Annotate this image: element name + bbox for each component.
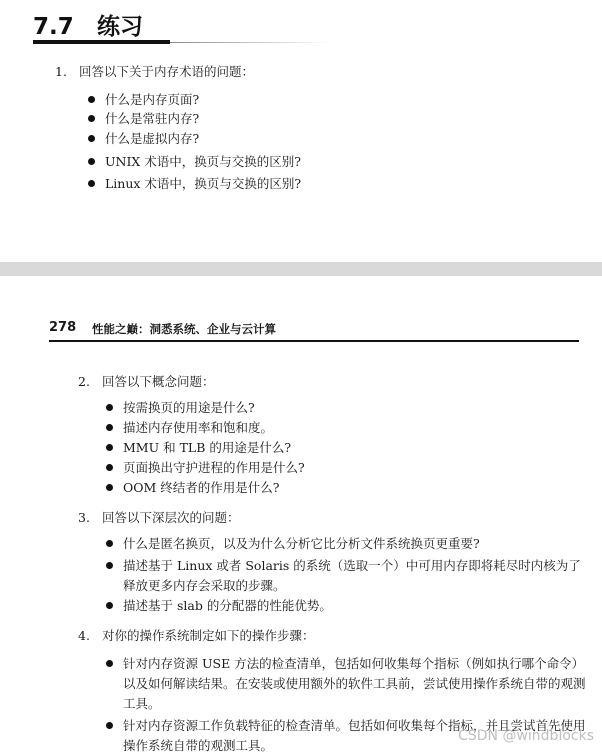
- question-text: 回答以下关于内存术语的问题：: [79, 64, 255, 79]
- bullet-icon: [106, 464, 113, 471]
- question-number: 2.: [78, 374, 90, 389]
- bullet-icon: [106, 660, 113, 667]
- list-item: 什么是匿名换页，以及为什么分析它比分析文件系统换页更重要?: [106, 534, 480, 554]
- list-item: UNIX 术语中，换页与交换的区别?: [88, 152, 301, 172]
- question-text: 回答以下深层次的问题：: [102, 510, 240, 525]
- question-number: 3.: [78, 510, 90, 525]
- bullet-icon: [106, 404, 113, 411]
- bullet-icon: [106, 602, 113, 609]
- list-item: 按需换页的用途是什么?: [106, 398, 255, 418]
- bullet-icon: [106, 424, 113, 431]
- list-item: OOM 终结者的作用是什么?: [106, 478, 279, 498]
- question-1: [55, 62, 254, 82]
- list-item: MMU 和 TLB 的用途是什么?: [106, 438, 291, 458]
- bullet-icon: [106, 444, 113, 451]
- list-item-text: 针对内存资源工作负载特征的检查清单。包括如何收集每个指标，并且尝试首先使用操作系统自带的观测工具。: [123, 718, 586, 753]
- section-heading: [33, 8, 143, 41]
- page-gap: [0, 262, 602, 276]
- page-number: 278: [49, 320, 77, 335]
- list-item: 描述基于 slab 的分配器的性能优势。: [106, 596, 332, 616]
- bullet-icon: [88, 180, 95, 187]
- list-item: 页面换出守护进程的作用是什么?: [106, 458, 305, 478]
- list-item: [106, 654, 123, 674]
- bullet-icon: [88, 158, 95, 165]
- question-4: [78, 626, 315, 646]
- list-item: [106, 556, 123, 576]
- list-item: Linux 术语中，换页与交换的区别?: [88, 174, 301, 194]
- question-text: 回答以下概念问题：: [102, 374, 215, 389]
- section-number: 7.7: [33, 14, 74, 40]
- list-item-text: 针对内存资源 USE 方法的检查清单，包括如何收集每个指标（例如执行哪个命令）以及如何解读结果。在安装或使用额外的软件工具前，尝试使用操作系统自带的观测工具。: [123, 656, 586, 711]
- heading-rule-fade: [170, 42, 330, 43]
- header-rule: [49, 340, 579, 342]
- list-item-text: 描述基于 Linux 或者 Solaris 的系统（选取一个）中可用内存即将耗尽时内核为了释放更多内存会采取的步骤。: [123, 558, 581, 593]
- page-bottom: [0, 276, 602, 752]
- bullet-icon: [88, 115, 95, 122]
- bullet-icon: [106, 722, 113, 729]
- section-title: 练习: [97, 14, 143, 40]
- list-item: 什么是虚拟内存?: [88, 129, 199, 149]
- list-item: 描述内存使用率和饱和度。: [106, 418, 273, 438]
- book-title: 性能之巅：洞悉系统、企业与云计算: [92, 322, 276, 336]
- question-number: 4.: [78, 628, 90, 643]
- question-number: 1.: [55, 64, 67, 79]
- question-3: [78, 508, 240, 528]
- list-item: [106, 716, 123, 736]
- list-item: 什么是常驻内存?: [88, 109, 199, 129]
- bullet-icon: [88, 96, 95, 103]
- question-text: 对你的操作系统制定如下的操作步骤：: [102, 628, 315, 643]
- list-item: 什么是内存页面?: [88, 90, 199, 110]
- running-header: [49, 320, 579, 342]
- heading-rule: [33, 40, 170, 44]
- bullet-icon: [106, 540, 113, 547]
- watermark: CSDN @windblocks: [458, 728, 594, 744]
- question-2: [78, 372, 215, 392]
- bullet-icon: [106, 484, 113, 491]
- page-top: [0, 0, 602, 262]
- bullet-icon: [88, 135, 95, 142]
- bullet-icon: [106, 562, 113, 569]
